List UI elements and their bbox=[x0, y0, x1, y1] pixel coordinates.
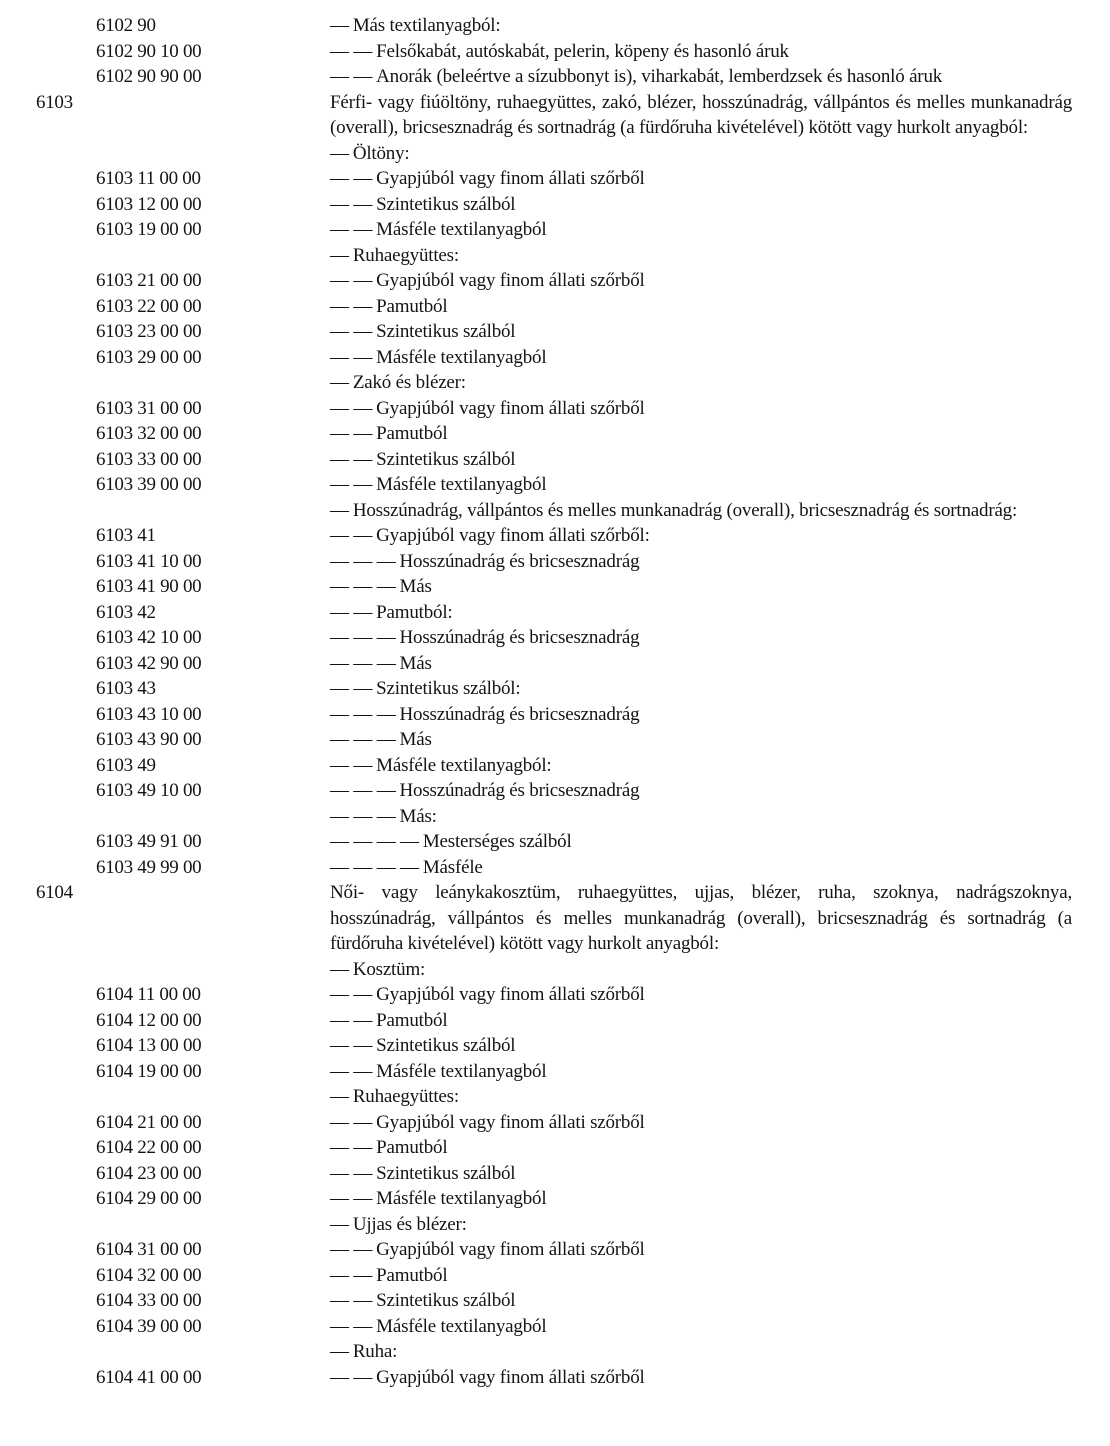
tariff-row bbox=[0, 1237, 1110, 1263]
level-dashes: — — bbox=[330, 1162, 373, 1184]
description-text: Pamutból: bbox=[376, 601, 453, 623]
level-dashes: — — bbox=[330, 423, 373, 444]
level-dashes: — — bbox=[330, 1290, 373, 1311]
level-dashes: — — bbox=[330, 474, 373, 495]
level-dashes: — bbox=[330, 372, 349, 393]
tariff-row bbox=[0, 166, 1110, 192]
tariff-row bbox=[0, 1263, 1110, 1289]
tariff-code: 6104 23 00 00 bbox=[96, 1162, 202, 1184]
tariff-description bbox=[330, 625, 1072, 651]
level-dashes: — — bbox=[330, 321, 373, 342]
tariff-code: 6104 33 00 00 bbox=[96, 1290, 202, 1311]
description-text: Hosszúnadrág és bricsesznadrág bbox=[399, 627, 640, 648]
tariff-code: 6104 31 00 00 bbox=[96, 1239, 202, 1260]
level-dashes: — — — bbox=[330, 652, 396, 674]
tariff-row bbox=[0, 192, 1110, 218]
level-dashes: — — bbox=[330, 754, 373, 776]
level-dashes: — — — bbox=[330, 627, 396, 648]
group-row bbox=[0, 804, 1110, 830]
level-dashes: — — bbox=[330, 1239, 373, 1260]
tariff-description bbox=[330, 1263, 1072, 1289]
description-text: Felsőkabát, autóskabát, pelerin, köpeny és hasonló áruk bbox=[376, 40, 789, 62]
level-dashes: — — bbox=[330, 295, 373, 317]
level-dashes: — — bbox=[330, 193, 373, 215]
level-dashes: — — bbox=[330, 219, 373, 240]
description-text: Szintetikus szálból bbox=[376, 1290, 516, 1311]
tariff-description bbox=[330, 1135, 1072, 1161]
description-text: Más bbox=[399, 576, 432, 597]
tariff-code: 6103 12 00 00 bbox=[96, 193, 202, 215]
tariff-code: 6103 43 90 00 bbox=[96, 729, 202, 750]
description-text: Hosszúnadrág és bricsesznadrág bbox=[399, 703, 640, 725]
tariff-code: 6103 42 10 00 bbox=[96, 627, 202, 648]
level-dashes: — — bbox=[330, 448, 373, 470]
tariff-description bbox=[330, 1110, 1072, 1136]
tariff-row bbox=[0, 1033, 1110, 1059]
description-text: Ruhaegyüttes: bbox=[352, 244, 459, 266]
description-text: Más bbox=[399, 652, 432, 674]
level-dashes: — — bbox=[330, 1060, 373, 1082]
tariff-description bbox=[330, 141, 1072, 167]
tariff-row bbox=[0, 294, 1110, 320]
description-text: Pamutból bbox=[376, 1264, 448, 1286]
tariff-description bbox=[330, 574, 1072, 600]
description-text: Másféle textilanyagból bbox=[376, 346, 547, 368]
description-text: Gyapjúból vagy finom állati szőrből bbox=[376, 270, 645, 291]
tariff-code: 6104 bbox=[36, 882, 73, 903]
level-dashes: — — bbox=[330, 1035, 373, 1056]
tariff-row bbox=[0, 13, 1110, 39]
tariff-description bbox=[330, 651, 1072, 677]
tariff-description bbox=[330, 447, 1072, 473]
tariff-code: 6103 42 bbox=[96, 601, 156, 623]
tariff-row bbox=[0, 702, 1110, 728]
description-text: Öltöny: bbox=[352, 142, 410, 164]
group-row bbox=[0, 370, 1110, 396]
tariff-description bbox=[330, 243, 1072, 269]
description-text: Férfi- vagy fiúöltöny, ruhaegyüttes, zakó, blézer, hosszúnadrág, vállpántos és melles munkanadrág (overall), bricsesznadrág és sortnadrág (a fürdőruha kivételével) kötött vagy hurkolt anyagból: bbox=[330, 91, 1072, 138]
group-row bbox=[0, 243, 1110, 269]
tariff-code: 6103 41 10 00 bbox=[96, 550, 202, 572]
tariff-description bbox=[330, 1161, 1072, 1187]
group-row bbox=[0, 1212, 1110, 1238]
tariff-description bbox=[330, 498, 1072, 524]
description-text: Szintetikus szálból bbox=[376, 1035, 516, 1056]
description-text: Másféle textilanyagból bbox=[376, 219, 547, 240]
tariff-description bbox=[330, 192, 1072, 218]
tariff-code: 6103 32 00 00 bbox=[96, 423, 202, 444]
tariff-description bbox=[330, 549, 1072, 575]
tariff-row bbox=[0, 625, 1110, 651]
tariff-row bbox=[0, 982, 1110, 1008]
description-text: Hosszúnadrág és bricsesznadrág bbox=[399, 550, 640, 572]
level-dashes: — bbox=[330, 1086, 349, 1107]
level-dashes: — — bbox=[330, 1366, 373, 1388]
tariff-row bbox=[0, 753, 1110, 779]
tariff-code: 6103 43 bbox=[96, 678, 156, 699]
tariff-description bbox=[330, 523, 1072, 549]
description-text: Kosztüm: bbox=[352, 958, 426, 980]
tariff-description bbox=[330, 727, 1072, 753]
tariff-row bbox=[0, 574, 1110, 600]
tariff-description bbox=[330, 64, 1072, 90]
tariff-description bbox=[330, 13, 1072, 39]
tariff-row bbox=[0, 1186, 1110, 1212]
tariff-row bbox=[0, 1365, 1110, 1391]
description-text: Más textilanyagból: bbox=[352, 15, 501, 36]
tariff-description bbox=[330, 957, 1072, 983]
description-text: Szintetikus szálból bbox=[376, 193, 516, 215]
tariff-description bbox=[330, 982, 1072, 1008]
tariff-code: 6103 49 10 00 bbox=[96, 780, 202, 801]
tariff-row bbox=[0, 1161, 1110, 1187]
tariff-row bbox=[0, 1314, 1110, 1340]
tariff-row bbox=[0, 1288, 1110, 1314]
description-text: Pamutból bbox=[376, 295, 448, 317]
description-text: Női- vagy leánykakosztüm, ruhaegyüttes, ujjas, blézer, ruha, szoknya, nadrágszoknya, hosszúnadrág, vállpántos és melles munkanadrág (overall), bricsesznadrág és sortnadrág (a fürdőruha kivételével) kötött vagy hurkolt anyagból: bbox=[330, 882, 1072, 954]
tariff-description bbox=[330, 1314, 1072, 1340]
tariff-code: 6103 31 00 00 bbox=[96, 397, 202, 419]
level-dashes: — — — bbox=[330, 550, 396, 572]
tariff-row bbox=[0, 651, 1110, 677]
description-text: Más: bbox=[399, 805, 437, 827]
tariff-description bbox=[330, 421, 1072, 447]
tariff-row bbox=[0, 268, 1110, 294]
tariff-row bbox=[0, 345, 1110, 371]
level-dashes: — bbox=[330, 15, 349, 36]
tariff-row bbox=[0, 600, 1110, 626]
level-dashes: — — — bbox=[330, 703, 396, 725]
tariff-description bbox=[330, 829, 1072, 855]
level-dashes: — — — — bbox=[330, 856, 419, 878]
description-text: Másféle textilanyagból bbox=[376, 1188, 547, 1209]
description-text: Másféle textilanyagból bbox=[376, 1060, 547, 1082]
tariff-code: 6103 39 00 00 bbox=[96, 474, 202, 495]
level-dashes: — — — — bbox=[330, 831, 419, 852]
tariff-code: 6103 21 00 00 bbox=[96, 270, 202, 291]
level-dashes: — — bbox=[330, 66, 373, 87]
tariff-description bbox=[330, 294, 1072, 320]
level-dashes: — — bbox=[330, 1315, 373, 1337]
tariff-description bbox=[330, 396, 1072, 422]
tariff-description bbox=[330, 702, 1072, 728]
description-text: Zakó és blézer: bbox=[352, 372, 466, 393]
level-dashes: — — bbox=[330, 270, 373, 291]
description-text: Pamutból bbox=[376, 1137, 448, 1158]
tariff-row bbox=[0, 64, 1110, 90]
level-dashes: — — — bbox=[330, 576, 396, 597]
tariff-code: 6103 33 00 00 bbox=[96, 448, 202, 470]
tariff-description bbox=[330, 1033, 1072, 1059]
tariff-code: 6104 12 00 00 bbox=[96, 1009, 202, 1031]
tariff-row bbox=[0, 396, 1110, 422]
level-dashes: — bbox=[330, 244, 349, 266]
tariff-code: 6104 29 00 00 bbox=[96, 1188, 202, 1209]
heading-row bbox=[0, 880, 1110, 957]
level-dashes: — — bbox=[330, 984, 373, 1005]
tariff-description bbox=[330, 370, 1072, 396]
description-text: Pamutból bbox=[376, 1009, 448, 1031]
tariff-description bbox=[330, 1008, 1072, 1034]
tariff-description bbox=[330, 804, 1072, 830]
description-text: Anorák (beleértve a sízubbonyt is), viharkabát, lemberdzsek és hasonló áruk bbox=[376, 66, 943, 87]
tariff-row bbox=[0, 319, 1110, 345]
level-dashes: — — bbox=[330, 346, 373, 368]
level-dashes: — — bbox=[330, 397, 373, 419]
tariff-row bbox=[0, 778, 1110, 804]
tariff-description bbox=[330, 676, 1072, 702]
description-text: Gyapjúból vagy finom állati szőrből bbox=[376, 397, 645, 419]
tariff-code: 6104 21 00 00 bbox=[96, 1111, 202, 1133]
tariff-description bbox=[330, 1288, 1072, 1314]
description-text: Gyapjúból vagy finom állati szőrből bbox=[376, 984, 645, 1005]
tariff-row bbox=[0, 1135, 1110, 1161]
level-dashes: — bbox=[330, 1213, 349, 1235]
level-dashes: — — bbox=[330, 1009, 373, 1031]
description-text: Hosszúnadrág, vállpántos és melles munkanadrág (overall), bricsesznadrág és sortnadrág: bbox=[352, 499, 1018, 521]
tariff-description bbox=[330, 1339, 1072, 1365]
tariff-row bbox=[0, 1110, 1110, 1136]
tariff-code: 6104 41 00 00 bbox=[96, 1366, 202, 1388]
tariff-code: 6103 49 bbox=[96, 754, 156, 776]
group-row bbox=[0, 1084, 1110, 1110]
tariff-code: 6103 42 90 00 bbox=[96, 652, 202, 674]
tariff-row bbox=[0, 217, 1110, 243]
level-dashes: — — — bbox=[330, 780, 396, 801]
level-dashes: — bbox=[330, 142, 349, 164]
description-text: Gyapjúból vagy finom állati szőrből bbox=[376, 1111, 645, 1133]
level-dashes: — — bbox=[330, 168, 373, 189]
tariff-description bbox=[330, 166, 1072, 192]
tariff-code: 6102 90 10 00 bbox=[96, 40, 202, 62]
level-dashes: — — bbox=[330, 1137, 373, 1158]
description-text: Ujjas és blézer: bbox=[352, 1213, 467, 1235]
description-text: Másféle textilanyagból bbox=[376, 1315, 547, 1337]
group-row bbox=[0, 141, 1110, 167]
tariff-code: 6103 19 00 00 bbox=[96, 219, 202, 240]
tariff-code: 6104 19 00 00 bbox=[96, 1060, 202, 1082]
tariff-code: 6104 11 00 00 bbox=[96, 984, 201, 1005]
tariff-description bbox=[330, 1084, 1072, 1110]
tariff-description bbox=[330, 319, 1072, 345]
tariff-row bbox=[0, 1008, 1110, 1034]
tariff-row bbox=[0, 727, 1110, 753]
tariff-code: 6102 90 bbox=[96, 15, 156, 36]
tariff-code: 6104 39 00 00 bbox=[96, 1315, 202, 1337]
tariff-row bbox=[0, 472, 1110, 498]
group-row bbox=[0, 498, 1110, 524]
level-dashes: — — bbox=[330, 601, 373, 623]
level-dashes: — — bbox=[330, 40, 373, 62]
description-text: Hosszúnadrág és bricsesznadrág bbox=[399, 780, 640, 801]
tariff-description bbox=[330, 880, 1072, 957]
tariff-description bbox=[330, 1059, 1072, 1085]
tariff-code: 6103 22 00 00 bbox=[96, 295, 202, 317]
level-dashes: — — — bbox=[330, 805, 396, 827]
tariff-code: 6104 32 00 00 bbox=[96, 1264, 202, 1286]
description-text: Szintetikus szálból bbox=[376, 448, 516, 470]
level-dashes: — — — bbox=[330, 729, 396, 750]
description-text: Szintetikus szálból bbox=[376, 321, 516, 342]
level-dashes: — — bbox=[330, 1111, 373, 1133]
tariff-description bbox=[330, 753, 1072, 779]
tariff-description bbox=[330, 778, 1072, 804]
tariff-row bbox=[0, 829, 1110, 855]
tariff-description bbox=[330, 472, 1072, 498]
tariff-row bbox=[0, 549, 1110, 575]
tariff-row bbox=[0, 447, 1110, 473]
level-dashes: — — bbox=[330, 1188, 373, 1209]
tariff-code: 6102 90 90 00 bbox=[96, 66, 202, 87]
description-text: Mesterséges szálból bbox=[422, 831, 572, 852]
tariff-code: 6103 41 bbox=[96, 525, 156, 546]
tariff-code: 6103 23 00 00 bbox=[96, 321, 202, 342]
level-dashes: — — bbox=[330, 678, 373, 699]
tariff-code: 6103 41 90 00 bbox=[96, 576, 202, 597]
tariff-description bbox=[330, 217, 1072, 243]
level-dashes: — bbox=[330, 1341, 349, 1362]
description-text: Ruhaegyüttes: bbox=[352, 1086, 459, 1107]
tariff-code: 6104 22 00 00 bbox=[96, 1137, 202, 1158]
description-text: Ruha: bbox=[352, 1341, 398, 1362]
tariff-description bbox=[330, 90, 1072, 141]
heading-row bbox=[0, 90, 1110, 141]
tariff-row bbox=[0, 676, 1110, 702]
description-text: Szintetikus szálból bbox=[376, 1162, 516, 1184]
tariff-row bbox=[0, 523, 1110, 549]
description-text: Gyapjúból vagy finom állati szőrből bbox=[376, 168, 645, 189]
tariff-code: 6103 bbox=[36, 91, 73, 113]
description-text: Másféle bbox=[422, 856, 483, 878]
description-text: Másféle textilanyagból: bbox=[376, 754, 552, 776]
tariff-description bbox=[330, 39, 1072, 65]
tariff-code: 6103 29 00 00 bbox=[96, 346, 202, 368]
description-text: Gyapjúból vagy finom állati szőrből bbox=[376, 1239, 645, 1260]
tariff-description bbox=[330, 1237, 1072, 1263]
tariff-row bbox=[0, 39, 1110, 65]
description-text: Gyapjúból vagy finom állati szőrből bbox=[376, 1366, 645, 1388]
tariff-row bbox=[0, 1059, 1110, 1085]
tariff-row bbox=[0, 855, 1110, 881]
tariff-description bbox=[330, 345, 1072, 371]
tariff-code: 6103 49 99 00 bbox=[96, 856, 202, 878]
description-text: Szintetikus szálból: bbox=[376, 678, 521, 699]
group-row bbox=[0, 1339, 1110, 1365]
description-text: Gyapjúból vagy finom állati szőrből: bbox=[376, 525, 650, 546]
level-dashes: — bbox=[330, 958, 349, 980]
group-row bbox=[0, 957, 1110, 983]
level-dashes: — — bbox=[330, 525, 373, 546]
tariff-description bbox=[330, 1212, 1072, 1238]
description-text: Más bbox=[399, 729, 432, 750]
level-dashes: — — bbox=[330, 1264, 373, 1286]
tariff-code: 6103 49 91 00 bbox=[96, 831, 202, 852]
tariff-code: 6103 43 10 00 bbox=[96, 703, 202, 725]
tariff-description bbox=[330, 855, 1072, 881]
tariff-description bbox=[330, 1365, 1072, 1391]
tariff-description bbox=[330, 268, 1072, 294]
tariff-description bbox=[330, 1186, 1072, 1212]
tariff-row bbox=[0, 421, 1110, 447]
description-text: Pamutból bbox=[376, 423, 448, 444]
tariff-code: 6103 11 00 00 bbox=[96, 168, 201, 189]
tariff-description bbox=[330, 600, 1072, 626]
tariff-code: 6104 13 00 00 bbox=[96, 1035, 202, 1056]
description-text: Másféle textilanyagból bbox=[376, 474, 547, 495]
level-dashes: — bbox=[330, 499, 349, 521]
